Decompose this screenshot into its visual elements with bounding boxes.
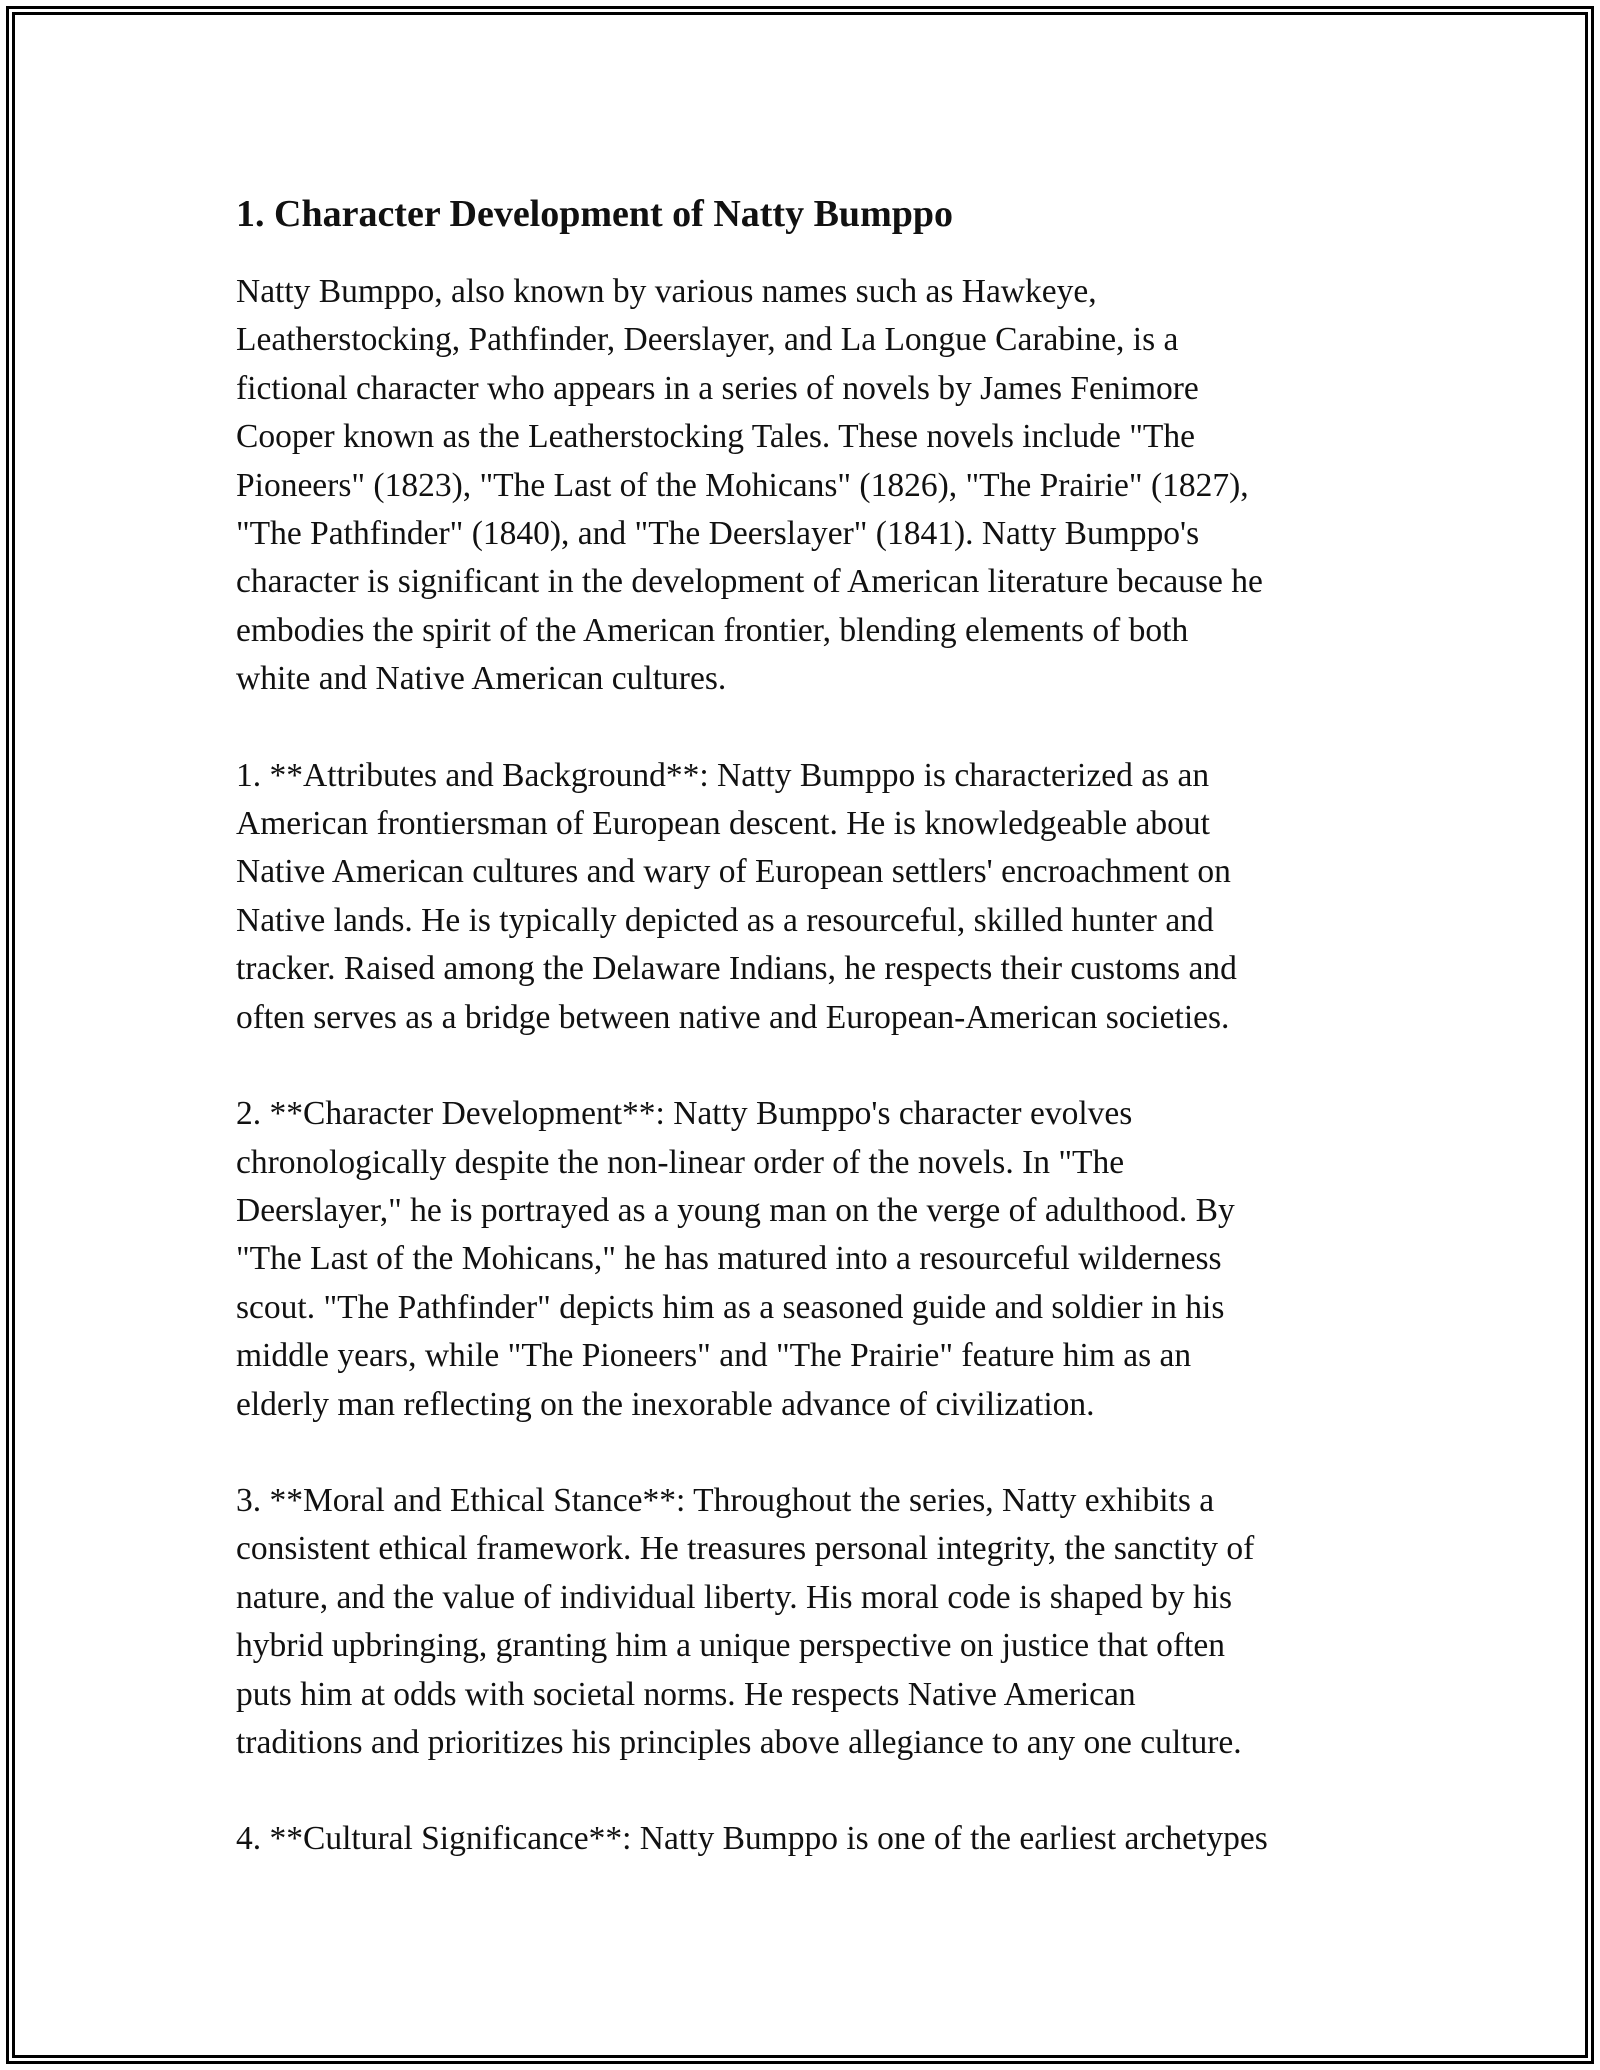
document-title: 1. Character Development of Natty Bumppo bbox=[236, 193, 953, 235]
paragraph-cultural-significance: 4. **Cultural Significance**: Natty Bumppo is one of the earliest archetypes bbox=[236, 1820, 1268, 1858]
document-body bbox=[236, 182, 1396, 1912]
paragraph-moral-ethical-stance: 3. **Moral and Ethical Stance**: Throughout the series, Natty exhibits a consistent ethical framework. He treasures personal integrity, the sanctity of nature, and the value of individual liberty. His moral code is shaped by his hybrid upbringing, granting him a unique perspective on justice that often puts him at odds with societal norms. He respects Native American traditions and prioritizes his principles above allegiance to any one culture. bbox=[236, 1481, 1255, 1761]
paragraph-character-development: 2. **Character Development**: Natty Bumppo's character evolves chronologically despite the non-linear order of the novels. In "The Deerslayer," he is portrayed as a young man on the verge of adulthood. By "The Last of the Mohicans," he has matured into a resourceful wilderness scout. "The Pathfinder" depicts him as a seasoned guide and soldier in his middle years, while "The Pioneers" and "The Prairie" feature him as an elderly man reflecting on the inexorable advance of civilization. bbox=[236, 1095, 1235, 1423]
paragraph-introduction: Natty Bumppo, also known by various names such as Hawkeye, Leatherstocking, Pathfinder, Deerslayer, and La Longue Carabine, is a fictional character who appears in a series of novels by James Fenimore Cooper known as the Leatherstocking Tales. These novels include "The Pioneers" (1823), "The Last of the Mohicans" (1826), "The Prairie" (1827), "The Pathfinder" (1840), and "The Deerslayer" (1841). Natty Bumppo's character is significant in the development of American literature because he embodies the spirit of the American frontier, blending elements of both white and Native American cultures. bbox=[236, 273, 1263, 698]
paragraph-attributes-background: 1. **Attributes and Background**: Natty Bumppo is characterized as an American frontiersman of European descent. He is knowledgeable about Native American cultures and wary of European settlers' encroachment on Native lands. He is typically depicted as a resourceful, skilled hunter and tracker. Raised among the Delaware Indians, he respects their customs and often serves as a bridge between native and European-American societies. bbox=[236, 756, 1237, 1036]
